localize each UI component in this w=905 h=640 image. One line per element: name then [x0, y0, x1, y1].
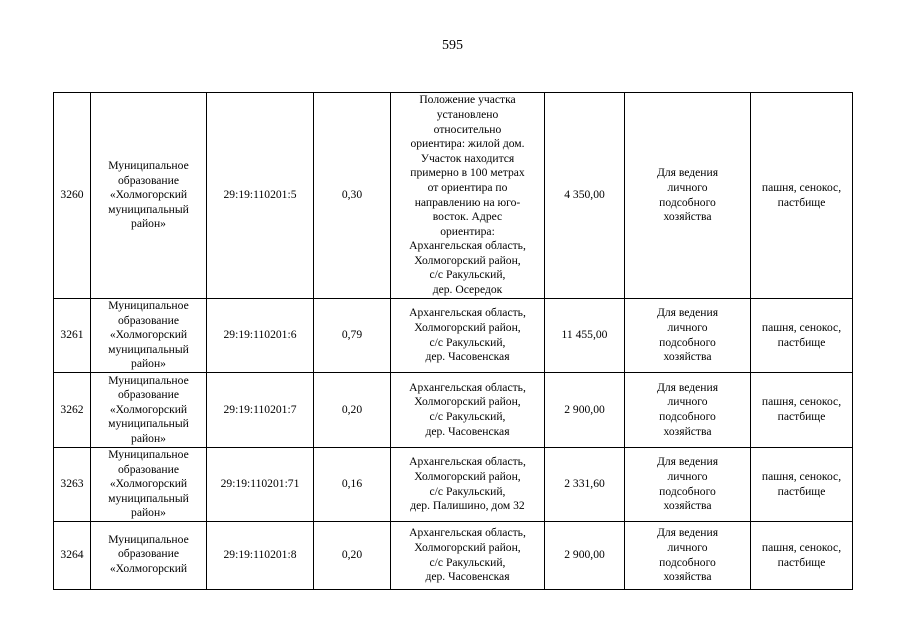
table-row [54, 448, 853, 522]
table-row [54, 93, 853, 299]
location-cell: Положение участка установлено относительно ориентира: жилой дом. Участок находится примерно в 100 метрах от ориентира по направлению на юго- восток. Адрес ориентира: Архангельская область, Холмогорский район, с/с Ракульский, дер. Осередок [391, 93, 545, 299]
area-cell: 0,79 [314, 299, 391, 373]
registry-number-cell: 3263 [54, 448, 91, 522]
purpose-cell: Для ведения личного подсобного хозяйства [625, 373, 751, 448]
owner-cell: Муниципальное образование «Холмогорский муниципальный район» [91, 448, 207, 522]
owner-cell: Муниципальное образование «Холмогорский муниципальный район» [91, 93, 207, 299]
purpose-cell: Для ведения личного подсобного хозяйства [625, 299, 751, 373]
page-number: 595 [442, 38, 463, 53]
owner-cell: Муниципальное образование «Холмогорский муниципальный район» [91, 373, 207, 448]
location-cell: Архангельская область, Холмогорский район, с/с Ракульский, дер. Часовенская [391, 522, 545, 590]
land-use-cell: пашня, сенокос, пастбище [751, 93, 853, 299]
purpose-cell: Для ведения личного подсобного хозяйства [625, 448, 751, 522]
table-row [54, 373, 853, 448]
area-cell: 0,16 [314, 448, 391, 522]
location-cell: Архангельская область, Холмогорский район, с/с Ракульский, дер. Палишино, дом 32 [391, 448, 545, 522]
cadastral-number-cell: 29:19:110201:8 [207, 522, 314, 590]
owner-cell: Муниципальное образование «Холмогорский муниципальный район» [91, 299, 207, 373]
area-cell: 0,20 [314, 373, 391, 448]
land-registry-table [53, 92, 853, 590]
land-use-cell: пашня, сенокос, пастбище [751, 522, 853, 590]
owner-text: Муниципальное образование «Холмогорский [108, 532, 189, 575]
table-row [54, 299, 853, 373]
registry-number-cell: 3264 [54, 522, 91, 590]
registry-number-cell: 3260 [54, 93, 91, 299]
land-use-cell: пашня, сенокос, пастбище [751, 299, 853, 373]
cadastral-number-cell: 29:19:110201:71 [207, 448, 314, 522]
cadastral-number-cell: 29:19:110201:5 [207, 93, 314, 299]
value-cell: 11 455,00 [545, 299, 625, 373]
value-cell: 2 900,00 [545, 373, 625, 448]
purpose-cell: Для ведения личного подсобного хозяйства [625, 93, 751, 299]
land-use-cell: пашня, сенокос, пастбище [751, 373, 853, 448]
value-cell: 4 350,00 [545, 93, 625, 299]
value-cell: 2 331,60 [545, 448, 625, 522]
land-use-cell: пашня, сенокос, пастбище [751, 448, 853, 522]
area-cell: 0,30 [314, 93, 391, 299]
area-cell: 0,20 [314, 522, 391, 590]
purpose-cell: Для ведения личного подсобного хозяйства [625, 522, 751, 590]
registry-number-cell: 3261 [54, 299, 91, 373]
location-cell: Архангельская область, Холмогорский район, с/с Ракульский, дер. Часовенская [391, 373, 545, 448]
cadastral-number-cell: 29:19:110201:6 [207, 299, 314, 373]
table-row [54, 522, 853, 590]
value-cell: 2 900,00 [545, 522, 625, 590]
location-cell: Архангельская область, Холмогорский район, с/с Ракульский, дер. Часовенская [391, 299, 545, 373]
registry-number-cell: 3262 [54, 373, 91, 448]
owner-cell [91, 522, 207, 590]
cadastral-number-cell: 29:19:110201:7 [207, 373, 314, 448]
